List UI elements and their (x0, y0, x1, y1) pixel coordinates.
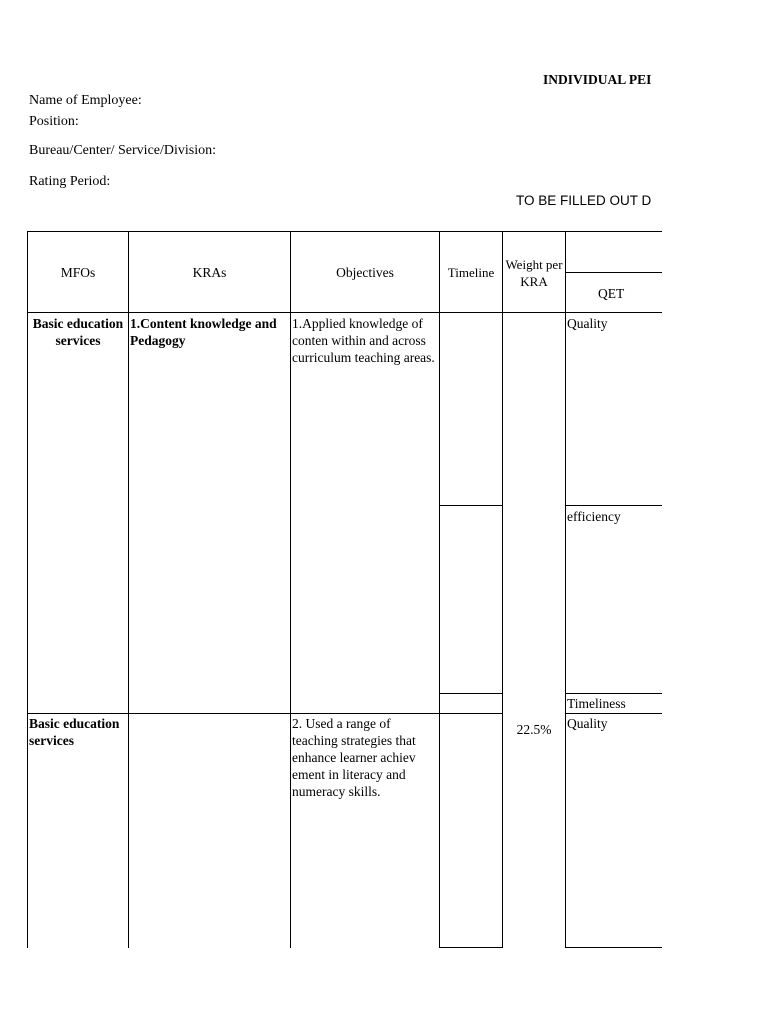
name-of-employee-label: Name of Employee: (29, 93, 142, 108)
header-qet: QET (598, 286, 625, 301)
header-objectives: Objectives (336, 265, 394, 280)
position-label: Position: (29, 114, 79, 129)
qet-quality-2: Quality (567, 716, 608, 731)
bureau-label: Bureau/Center/ Service/Division: (29, 143, 217, 158)
row1-kra: 1.Content knowledge and Pedagogy (130, 316, 277, 348)
header-weight: Weight per KRA (505, 257, 563, 289)
row1-mfo: Basic education services (32, 316, 124, 348)
form-title: INDIVIDUAL PEI (543, 72, 652, 87)
row1-objective: 1.Applied knowledge of conten within and across curriculum teaching areas. (292, 316, 435, 365)
header-kras: KRAs (192, 265, 227, 280)
header-timeline: Timeline (447, 265, 495, 280)
fill-out-instruction: TO BE FILLED OUT D (516, 193, 652, 208)
row2-objective: 2. Used a range of teaching strategies that enhance learner achiev ement in literacy and numeracy skills. (292, 716, 416, 799)
qet-efficiency: efficiency (567, 509, 621, 524)
qet-timeliness: Timeliness (567, 696, 626, 711)
rating-period-label: Rating Period: (29, 174, 111, 189)
qet-quality-1: Quality (567, 316, 608, 331)
row2-mfo: Basic education services (29, 716, 120, 748)
header-mfos: MFOs (60, 265, 96, 280)
weight-value: 22.5% (516, 722, 552, 737)
